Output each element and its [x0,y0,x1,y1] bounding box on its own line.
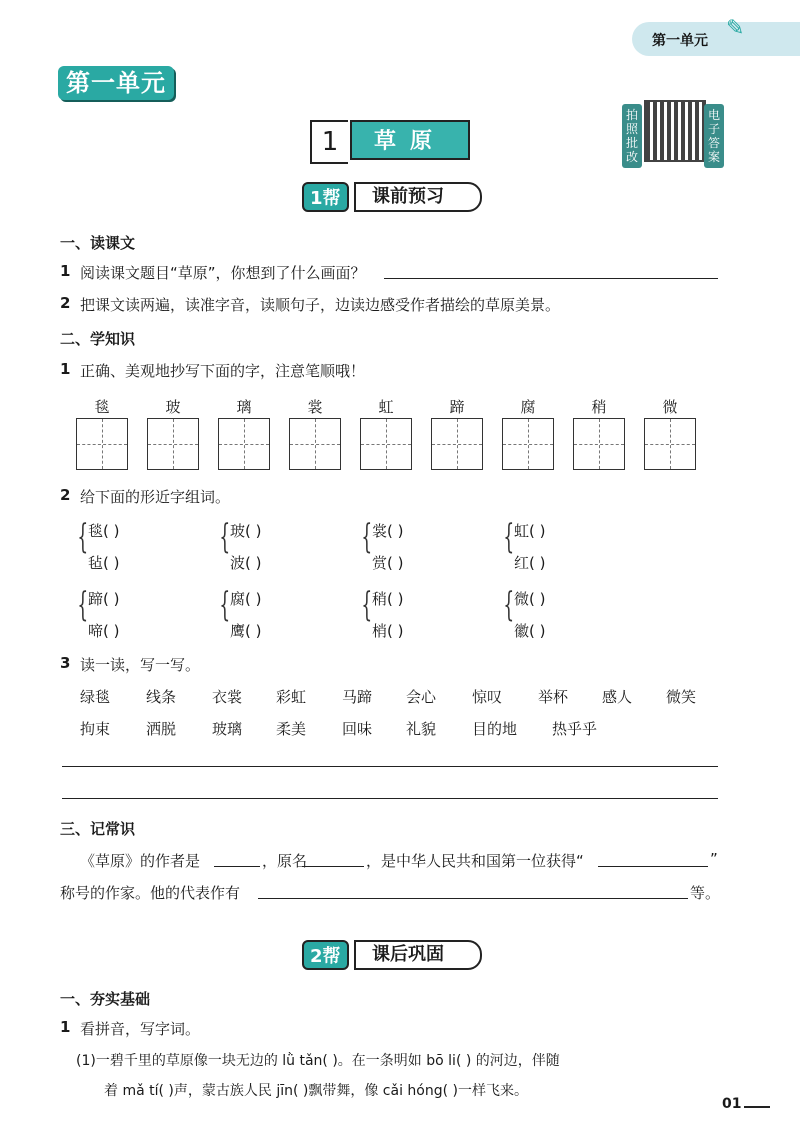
answer-line[interactable] [598,866,708,867]
word: 会心 [406,688,437,706]
writing-grid[interactable] [76,418,128,470]
page-divider [744,1106,770,1108]
word: 举杯 [538,688,569,706]
part3-text: ，是中华人民共和国第一位获得“ [366,852,584,870]
pair-bottom: 波( ) [230,554,262,572]
feather-icon: ✎ [726,16,745,41]
section2-badge: 2帮 [302,940,349,970]
char-label: 璃 [236,398,252,416]
brace: { [503,585,515,625]
part2-q2-number: 2 [60,486,71,504]
pair-top: 玻( ) [230,522,262,540]
lesson-name: 草原 [350,120,470,160]
part1-q2-number: 2 [60,294,71,312]
word: 柔美 [276,720,307,738]
word: 拘束 [80,720,111,738]
part2-q2: 给下面的形近字组词。 [80,488,231,506]
pair-top: 虹( ) [514,522,546,540]
answer-line[interactable] [62,798,718,799]
unit-title: 第一单元 [58,66,174,100]
writing-grid[interactable] [502,418,554,470]
pair-top: 稍( ) [372,590,404,608]
brace: { [361,585,373,625]
word: 线条 [146,688,177,706]
char-label: 虹 [378,398,394,416]
writing-grid[interactable] [644,418,696,470]
char-label: 玻 [165,398,181,416]
part3-text: ，原名 [262,852,308,870]
pair-bottom: 毡( ) [88,554,120,572]
writing-grid[interactable] [431,418,483,470]
word: 热乎乎 [552,720,598,738]
lesson-number: 1 [310,120,348,164]
word: 回味 [342,720,373,738]
answer-line[interactable] [258,898,688,899]
part2-heading: 二、学知识 [60,330,136,348]
pair-top: 微( ) [514,590,546,608]
word: 彩虹 [276,688,307,706]
char-label: 腐 [520,398,536,416]
brace: { [77,585,89,625]
section1-badge: 1帮 [302,182,349,212]
writing-grid[interactable] [289,418,341,470]
part1-q1: 阅读课文题目“草原”，你想到了什么画面？ [80,264,366,282]
part3-heading: 三、记常识 [60,820,136,838]
part3-text: ” [710,850,718,868]
word: 目的地 [472,720,518,738]
brace: { [77,517,89,557]
pair-top: 毯( ) [88,522,120,540]
pair-bottom: 赏( ) [372,554,404,572]
part2-q3: 读一读，写一写。 [80,656,201,674]
pair-top: 裳( ) [372,522,404,540]
pair-bottom: 徽( ) [514,622,546,640]
section1-title: 课前预习 [354,182,482,212]
brace: { [503,517,515,557]
part1-q1-number: 1 [60,262,71,280]
part2-q1-number: 1 [60,360,71,378]
char-label: 毯 [94,398,110,416]
part1-q2: 把课文读两遍，读准字音，读顺句子，边读边感受作者描绘的草原美景。 [80,296,561,314]
pair-bottom: 梢( ) [372,622,404,640]
pair-bottom: 红( ) [514,554,546,572]
word: 感人 [602,688,633,706]
char-label: 稍 [591,398,607,416]
brace: { [219,585,231,625]
word: 玻璃 [212,720,243,738]
pair-bottom: 啼( ) [88,622,120,640]
answer-line[interactable] [62,766,718,767]
answer-line[interactable] [302,866,364,867]
qr-right-label: 电子答案 [704,104,724,168]
pair-top: 腐( ) [230,590,262,608]
part4-q1-number: 1 [60,1018,71,1036]
part1-heading: 一、读课文 [60,234,136,252]
char-label: 微 [662,398,678,416]
char-label: 裳 [307,398,323,416]
part4-line2: 着 mǎ tí( )声，蒙古族人民 jīn( )飘带舞，像 cǎi hóng( )一样飞来。 [104,1083,528,1099]
part4-line1: (1)一碧千里的草原像一块无边的 lǜ tǎn( )。在一条明如 bō li( ) 的河边，伴随 [76,1053,560,1069]
unit-tab-label: 第一单元 [652,33,708,49]
part2-q3-number: 3 [60,654,71,672]
pair-top: 蹄( ) [88,590,120,608]
word: 礼貌 [406,720,437,738]
part3-text: 称号的作家。他的代表作有 [60,884,241,902]
part4-q1: 看拼音，写字词。 [80,1020,201,1038]
word: 微笑 [666,688,697,706]
part2-q1: 正确、美观地抄写下面的字，注意笔顺哦！ [80,362,366,380]
qr-left-label: 拍照批改 [622,104,642,168]
word: 衣裳 [212,688,243,706]
qr-code[interactable] [644,100,706,162]
writing-grid[interactable] [218,418,270,470]
part3-text: 《草原》的作者是 [80,852,201,870]
page-number: 01 [722,1096,742,1112]
part3-text: 等。 [690,884,721,902]
writing-grid[interactable] [573,418,625,470]
word: 绿毯 [80,688,111,706]
word: 惊叹 [472,688,503,706]
word: 马蹄 [342,688,373,706]
word: 洒脱 [146,720,177,738]
writing-grid[interactable] [147,418,199,470]
section2-title: 课后巩固 [354,940,482,970]
answer-line[interactable] [214,866,260,867]
brace: { [361,517,373,557]
writing-grid[interactable] [360,418,412,470]
part4-heading: 一、夯实基础 [60,990,151,1008]
brace: { [219,517,231,557]
pair-bottom: 鹰( ) [230,622,262,640]
answer-line[interactable] [384,278,718,279]
char-label: 蹄 [449,398,465,416]
